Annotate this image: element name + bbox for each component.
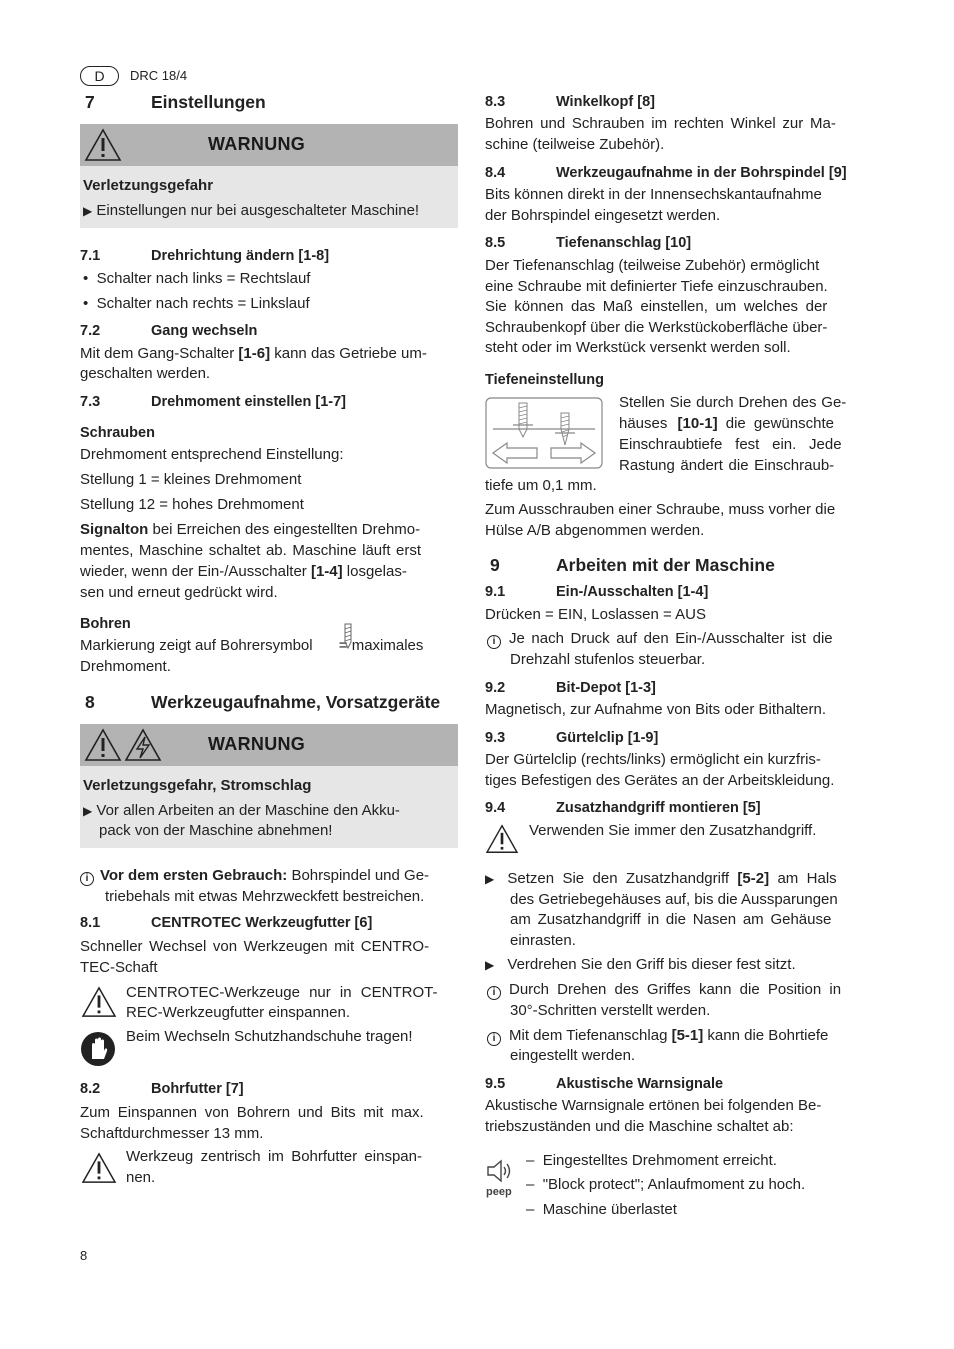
warning-box-electric xyxy=(80,724,458,848)
warning-triangle-icon xyxy=(81,986,117,1018)
paragraph: Signalton bei Erreichen des eingestellten Drehmo- xyxy=(80,521,421,538)
paragraph: Stellung 12 = hohes Drehmoment xyxy=(80,496,304,513)
paragraph: Bits können direkt in der Innensechskantaufnahme xyxy=(485,186,822,203)
info-note: i Durch Drehen des Griffes kann die Position in xyxy=(487,980,841,1001)
paragraph: Akustische Warnsignale ertönen bei folgenden Be- xyxy=(485,1097,822,1114)
warning-bullet-cont: pack von der Maschine abnehmen! xyxy=(99,822,333,839)
paragraph: Schneller Wechsel von Werkzeugen mit CENTRO- xyxy=(80,938,430,955)
page-number: 8 xyxy=(80,1248,88,1263)
warning-triangle-icon xyxy=(84,128,122,162)
instruction-step-cont: einrasten. xyxy=(510,932,576,949)
paragraph: sen und erneut gedrückt wird. xyxy=(80,584,278,601)
paragraph: Stellen Sie durch Drehen des Ge- xyxy=(619,394,847,411)
info-note-cont: 30°-Schritten verstellt werden. xyxy=(510,1002,711,1019)
warning-note: REC-Werkzeugfutter einspannen. xyxy=(126,1004,351,1021)
paragraph: Drehmoment. xyxy=(80,658,171,675)
paragraph: TEC-Schaft xyxy=(80,959,158,976)
warning-label: WARNUNG xyxy=(208,734,306,754)
paragraph: mentes, Maschine schaltet ab. Maschine läuft erst xyxy=(80,542,422,559)
paragraph: Schaftdurchmesser 13 mm. xyxy=(80,1125,264,1142)
electric-shock-icon xyxy=(124,728,162,762)
info-note: i Mit dem Tiefenanschlag [5-1] kann die Bohrtiefe xyxy=(487,1026,828,1047)
paragraph: Rastung ändert die Einschraub- xyxy=(619,457,835,474)
list-item: – "Block protect"; Anlaufmoment zu hoch. xyxy=(526,1176,806,1193)
info-icon: i xyxy=(487,986,501,1000)
section-8-heading: 8 Werkzeugaufnahme, Vorsatzgeräte xyxy=(85,692,441,712)
arrow-icon: ▶ xyxy=(83,203,93,218)
instruction-step: ▶ Setzen Sie den Zusatzhandgriff [5-2] am Hals xyxy=(485,870,837,887)
list-item: • Schalter nach links = Rechtslauf xyxy=(83,270,311,287)
subheading-tiefeneinstellung: Tiefeneinstellung xyxy=(485,372,604,388)
instruction-step-cont: am Zusatzhandgriff in die Nasen am Gehäuse xyxy=(510,911,832,928)
warning-note: nen. xyxy=(126,1169,156,1186)
warning-subhead: Verletzungsgefahr xyxy=(83,177,214,194)
paragraph: eine Schraube mit definierter Tiefe einzuschrauben. xyxy=(485,278,828,295)
paragraph: Bohren und Schrauben im rechten Winkel zur Ma- xyxy=(485,115,836,132)
paragraph: Drehmoment entsprechend Einstellung: xyxy=(80,446,344,463)
subheading-bohren: Bohren xyxy=(80,616,131,632)
paragraph: geschalten werden. xyxy=(80,365,211,382)
paragraph: Der Tiefenanschlag (teilweise Zubehör) ermöglicht xyxy=(485,257,820,274)
paragraph: wieder, wenn der Ein-/Ausschalter [1-4] losgelas- xyxy=(80,563,407,580)
depth-adjustment-icon xyxy=(485,397,603,469)
instruction-step: ▶ Verdrehen Sie den Griff bis dieser fest sitzt. xyxy=(485,956,796,973)
drill-bit-icon xyxy=(341,622,355,650)
paragraph: Sie können das Maß einstellen, um welches der xyxy=(485,298,828,315)
arrow-icon: ▶ xyxy=(485,958,495,972)
warning-triangle-icon xyxy=(81,1152,117,1184)
paragraph: Zum Ausschrauben einer Schraube, muss vorher die xyxy=(485,501,836,518)
warning-triangle-icon xyxy=(84,728,122,762)
language-badge xyxy=(80,66,119,86)
info-note: i Vor dem ersten Gebrauch: Bohrspindel und Ge- xyxy=(80,866,429,887)
list-item: – Eingestelltes Drehmoment erreicht. xyxy=(526,1152,777,1169)
paragraph: Drücken = EIN, Loslassen = AUS xyxy=(485,606,706,623)
instruction-step-cont: des Getriebegehäuses auf, bis die Aussparungen xyxy=(510,891,838,908)
paragraph: Magnetisch, zur Aufnahme von Bits oder Bithaltern. xyxy=(485,701,827,718)
paragraph: Zum Einspannen von Bohrern und Bits mit max. xyxy=(80,1104,424,1121)
paragraph: tiges Befestigen des Gerätes an der Arbeitskleidung. xyxy=(485,772,835,789)
info-icon: i xyxy=(487,635,501,649)
warning-triangle-icon xyxy=(485,824,519,854)
info-note: i Je nach Druck auf den Ein-/Ausschalter ist die xyxy=(487,629,833,650)
peep-label: peep xyxy=(486,1186,512,1198)
info-note-cont: Drehzahl stufenlos steuerbar. xyxy=(510,651,706,668)
speaker-icon xyxy=(485,1158,515,1184)
info-note-cont: eingestellt werden. xyxy=(510,1047,636,1064)
glove-note: Beim Wechseln Schutzhandschuhe tragen! xyxy=(126,1028,413,1045)
paragraph: Der Gürtelclip (rechts/links) ermöglicht ein kurzfris- xyxy=(485,751,821,768)
paragraph: triebszuständen und die Maschine schaltet ab: xyxy=(485,1118,794,1135)
paragraph: Markierung zeigt auf Bohrersymbol = maximales xyxy=(80,636,423,657)
warning-note: CENTROTEC-Werkzeuge nur in CENTROT- xyxy=(126,984,438,1001)
section-9-heading: 9 Arbeiten mit der Maschine xyxy=(490,555,775,575)
warning-bullet: Einstellungen nur bei ausgeschalteter Maschine! xyxy=(96,201,420,219)
paragraph: Stellung 1 = kleines Drehmoment xyxy=(80,471,302,488)
language-code: D xyxy=(94,68,105,84)
model-name: DRC 18/4 xyxy=(130,68,188,83)
arrow-icon: ▶ xyxy=(485,872,495,886)
warning-label: WARNUNG xyxy=(208,134,306,154)
info-icon: i xyxy=(80,872,94,886)
warning-bullet: Vor allen Arbeiten an der Maschine den Akku- xyxy=(96,801,400,819)
info-icon: i xyxy=(487,1032,501,1046)
paragraph: Schraubenkopf über die Werkstückoberfläche über- xyxy=(485,319,828,336)
info-note-cont: triebehals mit etwas Mehrzweckfett bestreichen. xyxy=(105,888,425,905)
subheading-schrauben: Schrauben xyxy=(80,425,155,441)
paragraph: der Bohrspindel eingesetzt werden. xyxy=(485,207,721,224)
list-item: – Maschine überlastet xyxy=(526,1201,677,1218)
paragraph: Mit dem Gang-Schalter [1-6] kann das Getriebe um- xyxy=(80,345,427,362)
warning-box-settings xyxy=(80,124,458,228)
paragraph: schine (teilweise Zubehör). xyxy=(485,136,665,153)
arrow-icon: ▶ xyxy=(83,803,93,818)
paragraph: tiefe um 0,1 mm. xyxy=(485,477,597,494)
paragraph: Hülse A/B abgenommen werden. xyxy=(485,522,705,539)
warning-subhead: Verletzungsgefahr, Stromschlag xyxy=(83,777,312,794)
list-item: • Schalter nach rechts = Linkslauf xyxy=(83,295,310,312)
paragraph: steht oder im Werkstück versenkt werden soll. xyxy=(485,339,791,356)
paragraph: Einschraubtiefe fest ein. Jede xyxy=(619,436,842,453)
protective-gloves-icon xyxy=(80,1031,116,1067)
paragraph: häuses [10-1] die gewünschte xyxy=(619,415,834,432)
warning-note: Werkzeug zentrisch im Bohrfutter einspan- xyxy=(126,1148,422,1165)
section-7-heading: 7 Einstellungen xyxy=(85,92,266,112)
warning-note: Verwenden Sie immer den Zusatzhandgriff. xyxy=(529,822,817,839)
